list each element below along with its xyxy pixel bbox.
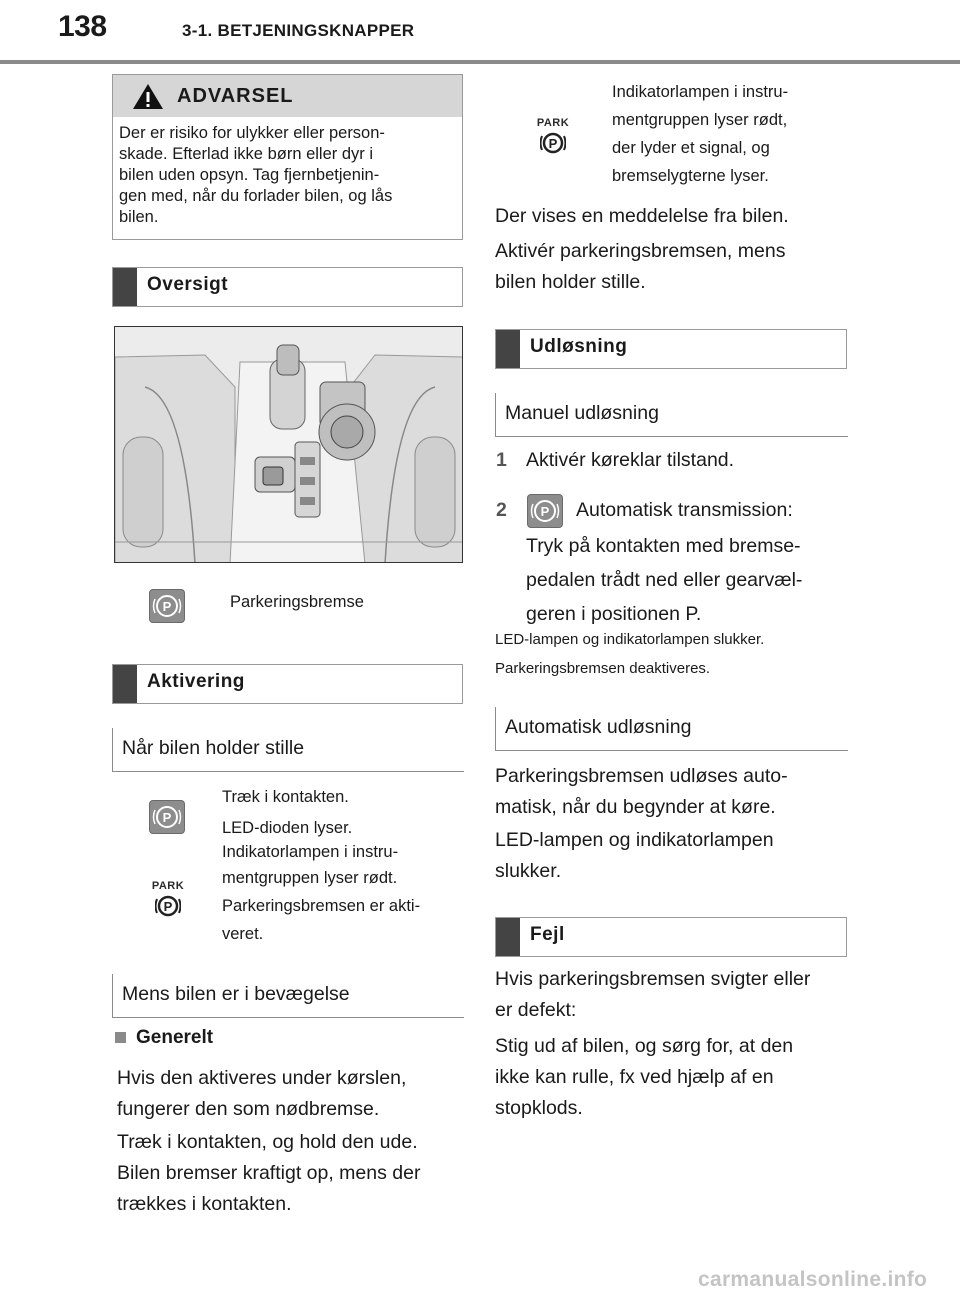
subhead-auto — [495, 707, 848, 751]
step-1-text: Aktivér køreklar tilstand. — [526, 449, 735, 471]
text-line: Tryk på kontakten med bremse- — [526, 535, 801, 557]
stille-description — [222, 784, 467, 948]
parking-brake-button-icon — [527, 494, 563, 528]
page-number: 138 — [58, 10, 107, 43]
activate-paragraph — [495, 236, 785, 298]
section-aktivering — [112, 664, 463, 704]
auto-paragraph-2 — [495, 825, 774, 887]
stille-line: Parkeringsbremsen er akti- — [222, 897, 421, 915]
svg-text:P: P — [162, 599, 172, 614]
step-2-number: 2 — [496, 499, 507, 521]
indicator-description — [612, 78, 788, 190]
auto-paragraph-1 — [495, 761, 788, 823]
subhead-stille — [112, 728, 464, 772]
svg-text:P: P — [540, 504, 550, 519]
svg-text:P: P — [162, 810, 172, 825]
text-line: bremselygterne lyser. — [612, 167, 769, 185]
message-text: Der vises en meddelelse fra bilen. — [495, 205, 789, 227]
text-line: Aktivér parkeringsbremsen, mens — [495, 240, 786, 262]
text-line: Bilen bremser kraftigt op, mens der — [117, 1162, 421, 1184]
stille-line: veret. — [222, 925, 264, 943]
parking-brake-button-icon — [149, 800, 185, 834]
warning-title: ADVARSEL — [177, 85, 294, 107]
text-line: geren i positionen P. — [526, 603, 702, 625]
park-indicator-icon — [150, 880, 186, 924]
warning-line: Der er risiko for ulykker eller person- — [119, 124, 385, 142]
text-line: matisk, når du begynder at køre. — [495, 796, 776, 818]
section-fejl — [495, 917, 847, 957]
text-line: der lyder et signal, og — [612, 139, 770, 157]
fejl-paragraph-1 — [495, 964, 810, 1026]
stille-line: Træk i kontakten. — [222, 788, 349, 806]
warning-line: skade. Efterlad ikke børn eller dyr i — [119, 145, 374, 163]
section-oversigt-title: Oversigt — [147, 274, 229, 295]
text-line: pedalen trådt ned eller gearvæl- — [526, 569, 803, 591]
generelt-heading: Generelt — [136, 1027, 214, 1048]
stille-line: Indikatorlampen i instru- — [222, 843, 399, 861]
warning-box — [112, 74, 463, 240]
parking-brake-button-icon — [149, 589, 185, 623]
warning-header — [113, 75, 462, 117]
text-line: bilen holder stille. — [495, 271, 646, 293]
watermark[interactable]: carmanualsonline.info — [698, 1268, 928, 1291]
step-2-first-line: Automatisk transmission: — [576, 499, 793, 521]
subhead-stille-text: Når bilen holder stille — [122, 737, 305, 759]
svg-text:P: P — [163, 899, 173, 914]
step-2-text — [526, 529, 802, 631]
stille-line: LED-dioden lyser. — [222, 819, 353, 837]
section-oversigt — [112, 267, 463, 307]
text-line: LED-lampen og indikatorlampen — [495, 829, 774, 851]
text-line: ikke kan rulle, fx ved hjælp af en — [495, 1066, 774, 1088]
subhead-manuel-text: Manuel udløsning — [505, 402, 659, 424]
section-udlosning-title: Udløsning — [530, 336, 628, 357]
park-indicator-text: PARK — [536, 117, 570, 129]
generelt-paragraph-2 — [117, 1127, 420, 1220]
parking-brake-label: Parkeringsbremse — [230, 593, 364, 611]
text-line: Parkeringsbremsen udløses auto- — [495, 765, 788, 787]
text-line: mentgruppen lyser rødt, — [612, 111, 788, 129]
text-line: Indikatorlampen i instru- — [612, 83, 789, 101]
center-console-illustration — [114, 326, 463, 563]
note-led-off: LED-lampen og indikatorlampen slukker. — [495, 631, 765, 648]
section-fejl-title: Fejl — [530, 924, 565, 945]
text-line: Stig ud af bilen, og sørg for, at den — [495, 1035, 794, 1057]
generelt-paragraph-1 — [117, 1063, 406, 1125]
text-line: trækkes i kontakten. — [117, 1193, 292, 1215]
text-line: Træk i kontakten, og hold den ude. — [117, 1131, 418, 1153]
stille-line: mentgruppen lyser rødt. — [222, 869, 398, 887]
warning-line: gen med, når du forlader bilen, og lås — [119, 187, 393, 205]
subhead-bevaegelse — [112, 974, 464, 1018]
text-line: stopklods. — [495, 1097, 583, 1119]
subhead-auto-text: Automatisk udløsning — [505, 716, 692, 738]
park-indicator-text: PARK — [151, 880, 185, 892]
section-title: 3-1. BETJENINGSKNAPPER — [182, 21, 415, 40]
header-rule — [0, 60, 960, 64]
text-line: slukker. — [495, 860, 562, 882]
text-line: Hvis parkeringsbremsen svigter eller — [495, 968, 811, 990]
warning-line: bilen uden opsyn. Tag fjernbetjenin- — [119, 166, 380, 184]
step-1-number: 1 — [496, 449, 507, 471]
subhead-bevaegelse-text: Mens bilen er i bevægelse — [122, 983, 350, 1005]
warning-triangle-icon — [132, 83, 164, 110]
text-line: er defekt: — [495, 999, 577, 1021]
section-aktivering-title: Aktivering — [147, 671, 245, 692]
note-deactivated: Parkeringsbremsen deaktiveres. — [495, 660, 711, 677]
text-line: Hvis den aktiveres under kørslen, — [117, 1067, 407, 1089]
bullet-square-icon — [115, 1032, 126, 1043]
fejl-paragraph-2 — [495, 1031, 793, 1124]
park-indicator-icon — [533, 117, 573, 161]
warning-line: bilen. — [119, 208, 159, 226]
svg-text:P: P — [548, 136, 558, 151]
subhead-manuel — [495, 393, 848, 437]
warning-text — [119, 123, 454, 228]
text-line: fungerer den som nødbremse. — [117, 1098, 380, 1120]
section-udlosning — [495, 329, 847, 369]
